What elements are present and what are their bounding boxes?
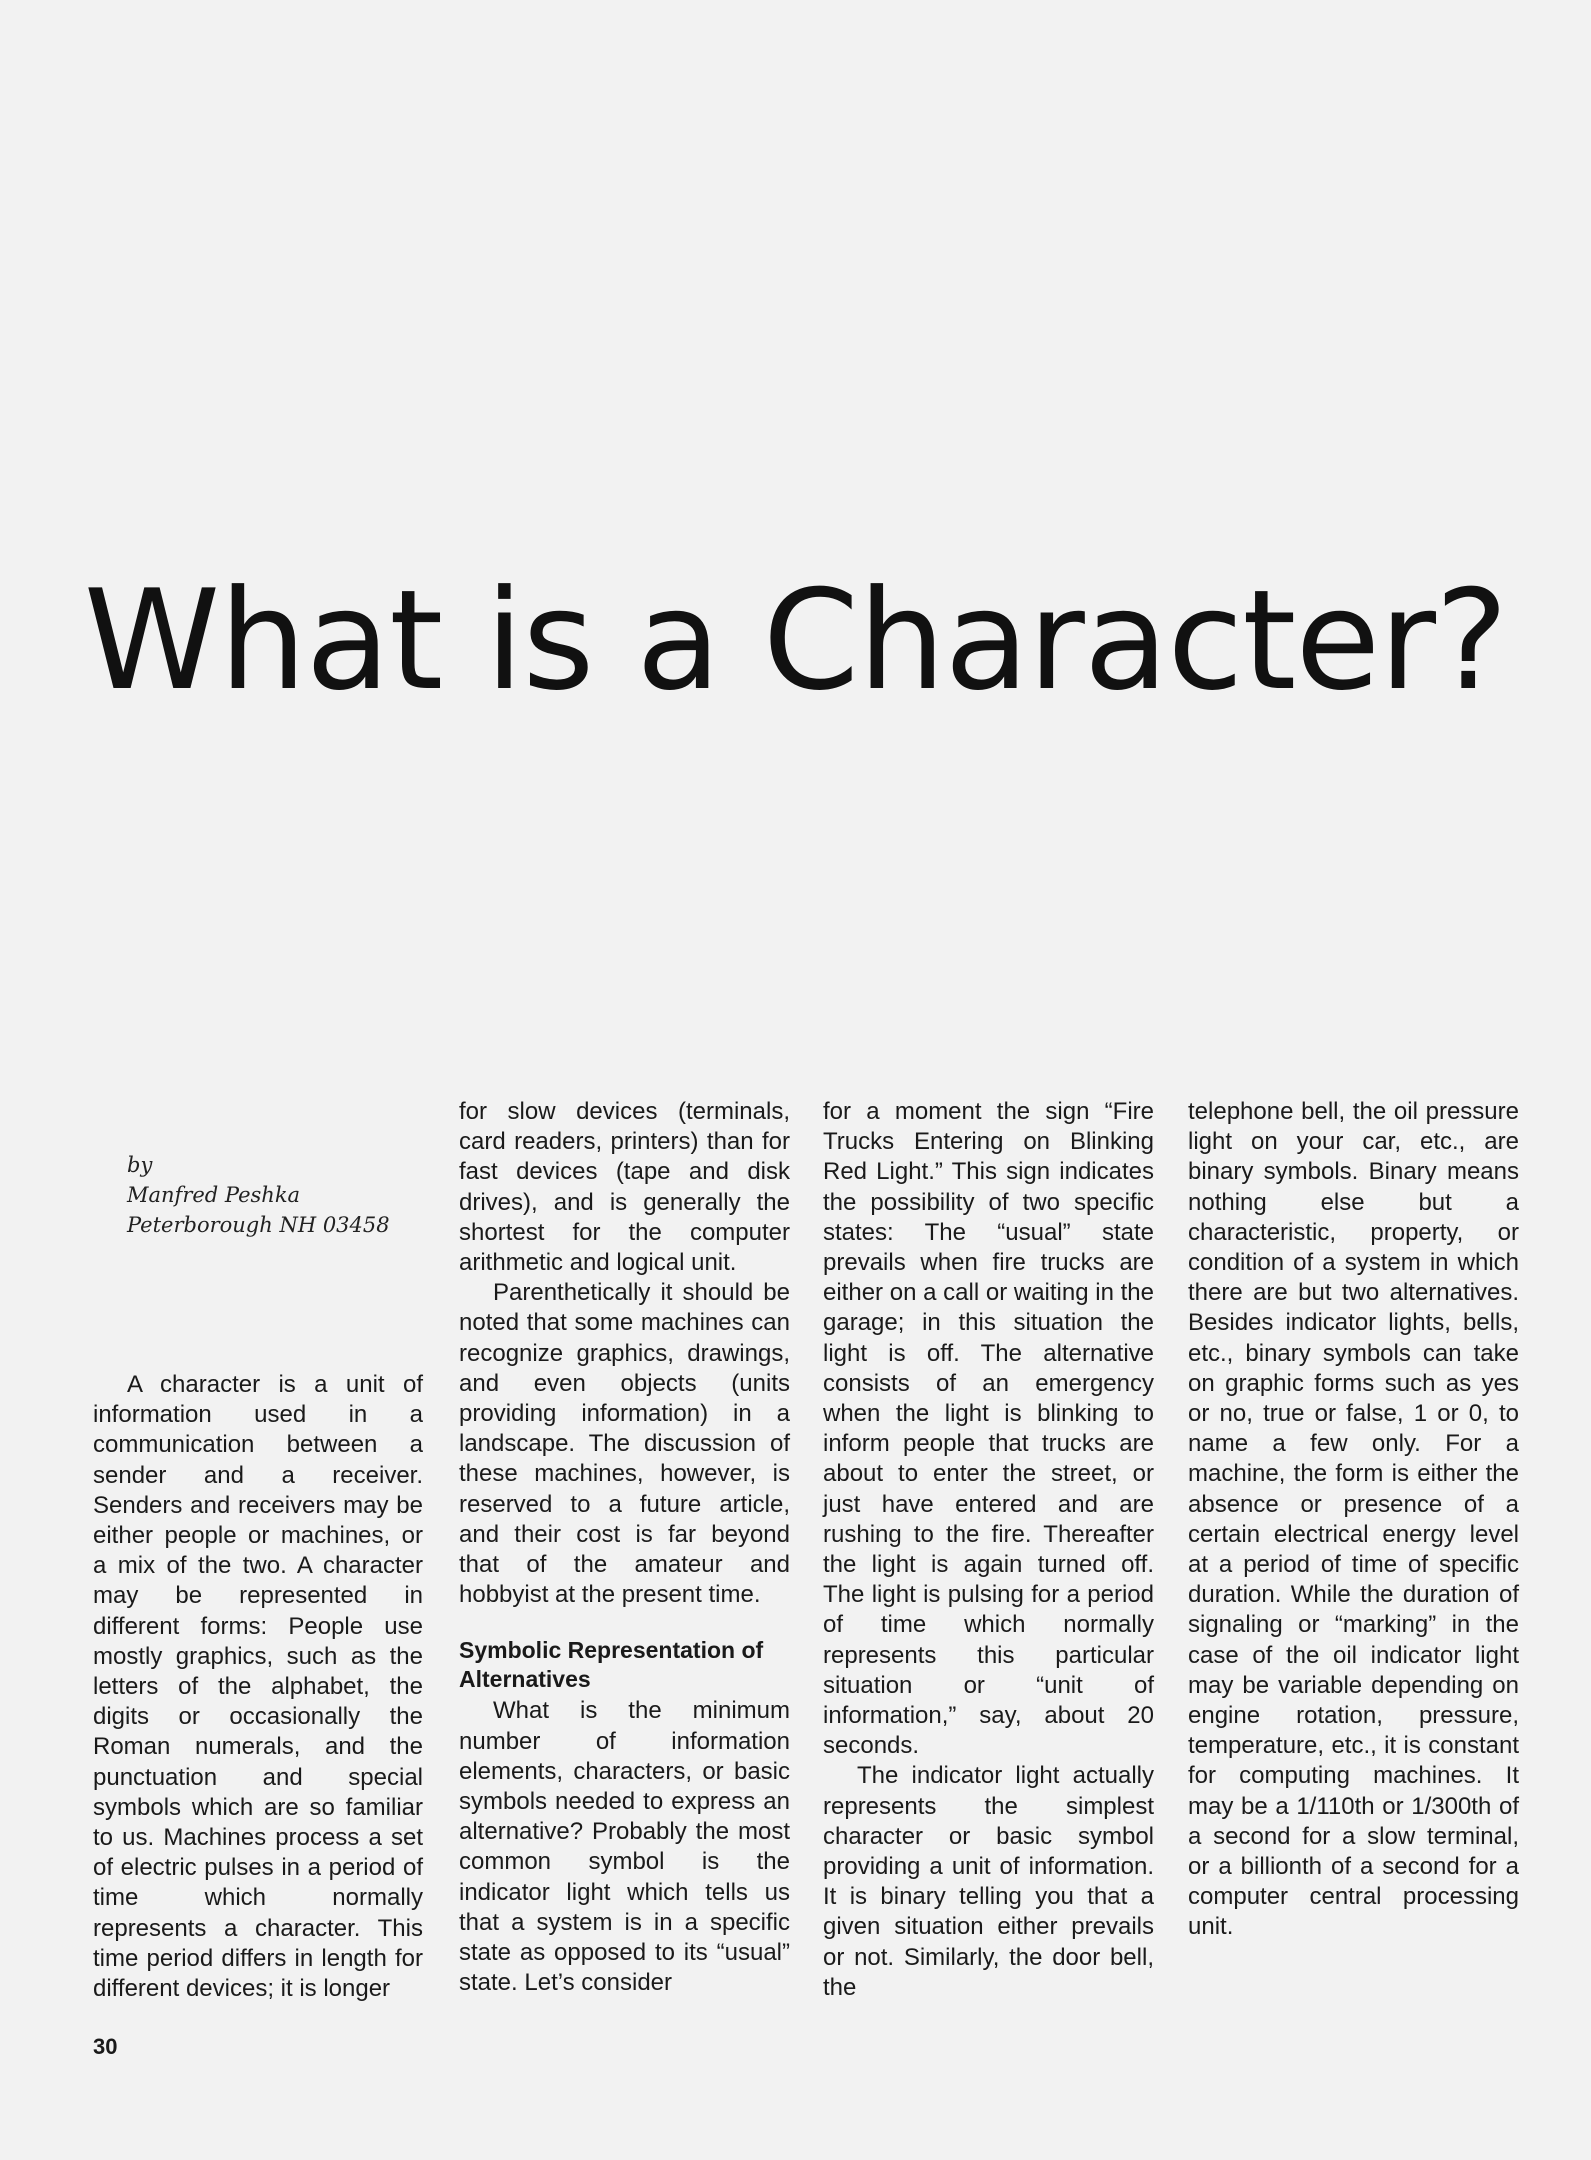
article-column-2	[459, 1097, 790, 1998]
paragraph: for a moment the sign “Fire Trucks Entering on Blinking Red Light.” This sign indicates the possibility of two specific states: The “usual” state prevails when fire trucks are either on a call or waiting in the garage; in this situation the light is off. The alternative consists of an emergency when the light is blinking to inform people that trucks are about to enter the street, or just have entered and are rushing to the fire. Thereafter the light is again turned off. The light is pulsing for a period of time which normally represents this particular situation or “unit of information,” say, about 20 seconds.	[823, 1098, 1154, 1760]
section-heading: Symbolic Representation of Alternatives	[459, 1637, 764, 1693]
byline	[127, 1150, 390, 1240]
paragraph: A character is a unit of information used in a communication between a sender and a receiver. Senders and receivers may be either people or machines, or a mix of the two. A character may be represented in different forms: People use mostly graphics, such as the letters of the alphabet, the digits or occasionally the Roman numerals, and the punctuation and special symbols which are so familiar to us. Machines process a set of electric pulses in a period of time which normally represents a character. This time period differs in length for different devices; it is longer	[93, 1371, 423, 2003]
paragraph: What is the minimum number of information elements, characters, or basic symbols needed to express an alternative? Probably the most common symbol is the indicator light which tells us that a system is in a specific state as opposed to its “usual” state. Let’s consider	[459, 1697, 790, 1997]
page-number: 30	[93, 2034, 118, 2059]
article-column-4	[1188, 1097, 1519, 1943]
byline-by: by	[127, 1153, 153, 1177]
paragraph: Parenthetically it should be noted that some machines can recognize graphics, drawings, and even objects (units providing information) in a landscape. The discussion of these machines, however, is reserved to a future article, and their cost is far beyond that of the amateur and hobbyist at the present time.	[459, 1279, 790, 1609]
article-column-1	[93, 1370, 423, 2004]
article-title: What is a Character?	[83, 560, 1508, 721]
paragraph: The indicator light actually represents the simplest character or basic symbol providing a unit of information. It is binary telling you that a given situation either prevails or not. Similarly, the door bell, the	[823, 1762, 1154, 2001]
article-column-3	[823, 1097, 1154, 2003]
byline-location: Peterborough NH 03458	[127, 1213, 390, 1237]
paragraph: for slow devices (terminals, card readers, printers) than for fast devices (tape and disk drives), and is generally the shortest for the computer arithmetic and logical unit.	[459, 1098, 790, 1277]
paragraph: telephone bell, the oil pressure light on your car, etc., are binary symbols. Binary means nothing else but a characteristic, property, or condition of a system in which there are but two alternatives. Besides indicator lights, bells, etc., binary symbols can take on graphic forms such as yes or no, true or false, 1 or 0, to name a few only. For a machine, the form is either the absence or presence of a certain electrical energy level at a period of time of specific duration. While the duration of signaling or “marking” in the case of the oil indicator light may be variable depending on engine rotation, pressure, temperature, etc., it is constant for computing machines. It may be a 1/110th or 1/300th of a second for a slow terminal, or a billionth of a second for a computer central processing unit.	[1188, 1098, 1519, 1941]
byline-author: Manfred Peshka	[127, 1183, 301, 1207]
